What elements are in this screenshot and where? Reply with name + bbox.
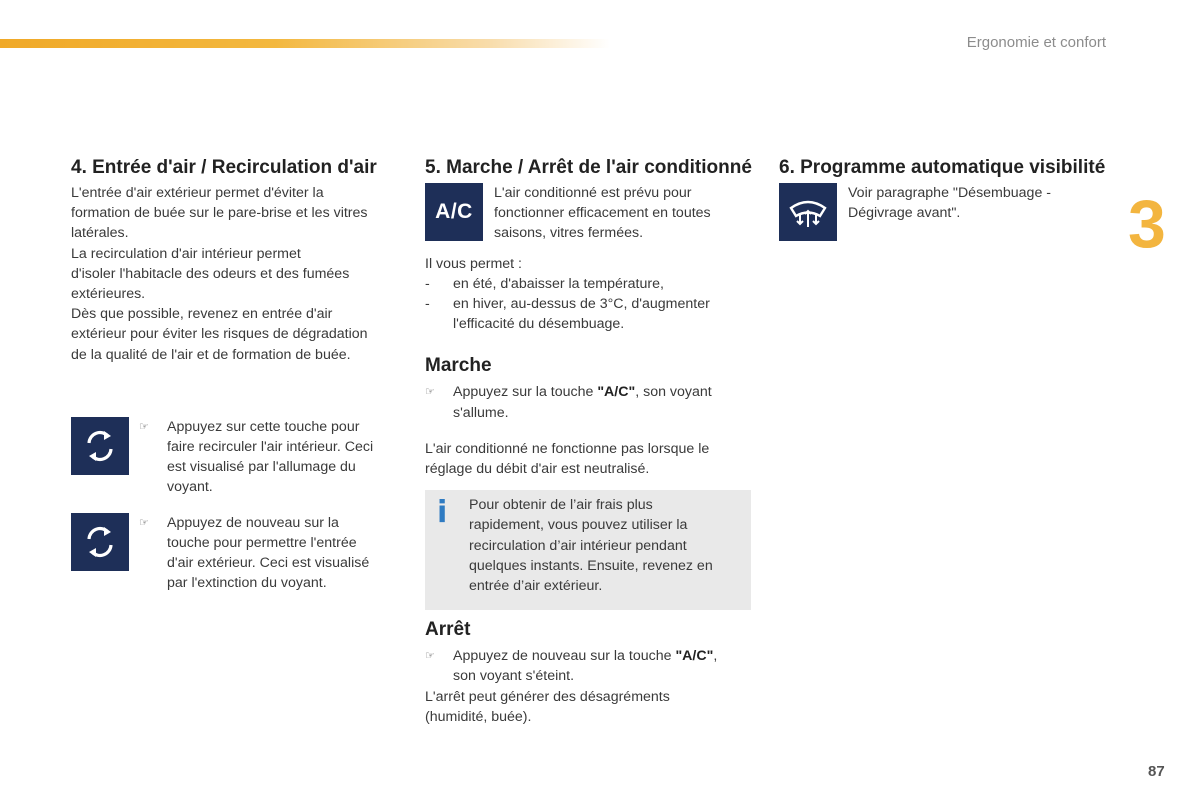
- air-recirculation-icon: [80, 522, 120, 562]
- windshield-defrost-icon: [787, 194, 829, 230]
- recirculation-button-tile: [71, 513, 129, 571]
- pointer-bullet-icon: ☞: [425, 650, 435, 663]
- arret-heading: Arrêt: [425, 619, 471, 641]
- ac-note-line: réglage du débit d'air est neutralisé.: [425, 461, 650, 478]
- air-recirculation-icon: [80, 426, 120, 466]
- intro-line: de la qualité de l'air et de formation de buée.: [71, 346, 351, 363]
- ac-allows: Il vous permet :: [425, 255, 522, 272]
- info-line: Pour obtenir de l’air frais plus: [469, 497, 653, 514]
- header-accent-bar: [0, 39, 610, 48]
- marche-heading: Marche: [425, 355, 492, 377]
- info-box: [425, 490, 751, 610]
- ac-note: [425, 439, 755, 479]
- recirculation-button-tile: [71, 417, 129, 475]
- section-title-visibility: 6. Programme automatique visibilité: [779, 157, 1106, 178]
- dash-text: en été, d'abaisser la température,: [453, 275, 664, 292]
- recirculation-step-on: [71, 417, 401, 498]
- info-line: recirculation d’air intérieur pendant: [469, 537, 687, 554]
- step-line: est visualisé par l'allumage du: [167, 459, 356, 476]
- pointer-bullet-icon: ☞: [139, 516, 149, 529]
- air-intake-intro: [71, 183, 401, 365]
- section-air-intake: [71, 158, 401, 593]
- chapter-number: 3: [1128, 186, 1166, 262]
- step-line: faire recirculer l'air intérieur. Ceci: [167, 439, 374, 456]
- section-visibility: [779, 158, 1109, 241]
- intro-line: extérieures.: [71, 286, 146, 303]
- arret-step-line: Appuyez de nouveau sur la touche "A/C",: [453, 648, 718, 665]
- section-title-air-conditioning: 5. Marche / Arrêt de l'air conditionné: [425, 157, 752, 178]
- visibility-text-line: Dégivrage avant".: [848, 205, 961, 222]
- dash-bullet: -: [425, 275, 430, 292]
- ac-intro-line: fonctionner efficacement en toutes: [494, 205, 711, 222]
- info-text: [469, 495, 741, 596]
- info-line: quelques instants. Ensuite, revenez en: [469, 557, 713, 574]
- info-icon: i: [437, 495, 448, 531]
- marche-step-line: Appuyez sur la touche "A/C", son voyant: [453, 384, 712, 401]
- step-line: d'air extérieur. Ceci est visualisé: [167, 555, 370, 572]
- dash-text: l'efficacité du désembuage.: [453, 316, 625, 333]
- page-number: 87: [1148, 763, 1165, 780]
- visibility-text-line: Voir paragraphe "Désembuage -: [848, 185, 1051, 201]
- ac-label: A/C: [435, 200, 473, 223]
- pointer-bullet-icon: ☞: [139, 420, 149, 433]
- section-air-conditioning: [425, 158, 755, 727]
- recirculation-step-off: [71, 513, 401, 594]
- arret-note-line: L'arrêt peut générer des désagréments: [425, 688, 670, 705]
- arret-note-line: (humidité, buée).: [425, 708, 532, 725]
- intro-line: Dès que possible, revenez en entrée d'air: [71, 306, 333, 323]
- intro-line: d'isoler l'habitacle des odeurs et des fumées: [71, 265, 350, 282]
- arret-step-line: son voyant s'éteint.: [453, 668, 575, 685]
- marche-step-line: s'allume.: [453, 404, 509, 421]
- info-line: entrée d’air extérieur.: [469, 578, 603, 595]
- dash-bullet: -: [425, 296, 430, 313]
- marche-step: [425, 382, 755, 422]
- ac-note-line: L'air conditionné ne fonctionne pas lorsque le: [425, 440, 710, 457]
- info-line: rapidement, vous pouvez utiliser la: [469, 517, 688, 534]
- step-line: par l'extinction du voyant.: [167, 575, 327, 592]
- step-line: Appuyez de nouveau sur la: [167, 514, 339, 531]
- visibility-button-tile: [779, 183, 837, 241]
- ac-intro-line: saisons, vitres fermées.: [494, 225, 644, 242]
- ac-benefit-summer: [425, 274, 755, 294]
- visibility-row: [779, 183, 1109, 241]
- ac-intro-line: L'air conditionné est prévu pour: [494, 185, 692, 201]
- ac-intro: [425, 183, 755, 244]
- step-line: touche pour permettre l'entrée: [167, 534, 357, 551]
- section-title-air-intake: 4. Entrée d'air / Recirculation d'air: [71, 157, 377, 178]
- step-line: Appuyez sur cette touche pour: [167, 418, 360, 435]
- section-label: Ergonomie et confort: [966, 34, 1106, 51]
- arret-step: [425, 646, 755, 686]
- ac-button-tile: [425, 183, 483, 241]
- dash-text: en hiver, au-dessus de 3°C, d'augmenter: [453, 296, 710, 313]
- intro-line: extérieur pour éviter les risques de dégradation: [71, 326, 368, 343]
- intro-line: La recirculation d'air intérieur permet: [71, 245, 301, 262]
- intro-line: formation de buée sur le pare-brise et les vitres: [71, 205, 368, 222]
- pointer-bullet-icon: ☞: [425, 386, 435, 399]
- intro-line: L'entrée d'air extérieur permet d'éviter la: [71, 185, 324, 201]
- ac-benefit-winter: [425, 294, 755, 334]
- step-line: voyant.: [167, 479, 213, 496]
- intro-line: latérales.: [71, 225, 129, 242]
